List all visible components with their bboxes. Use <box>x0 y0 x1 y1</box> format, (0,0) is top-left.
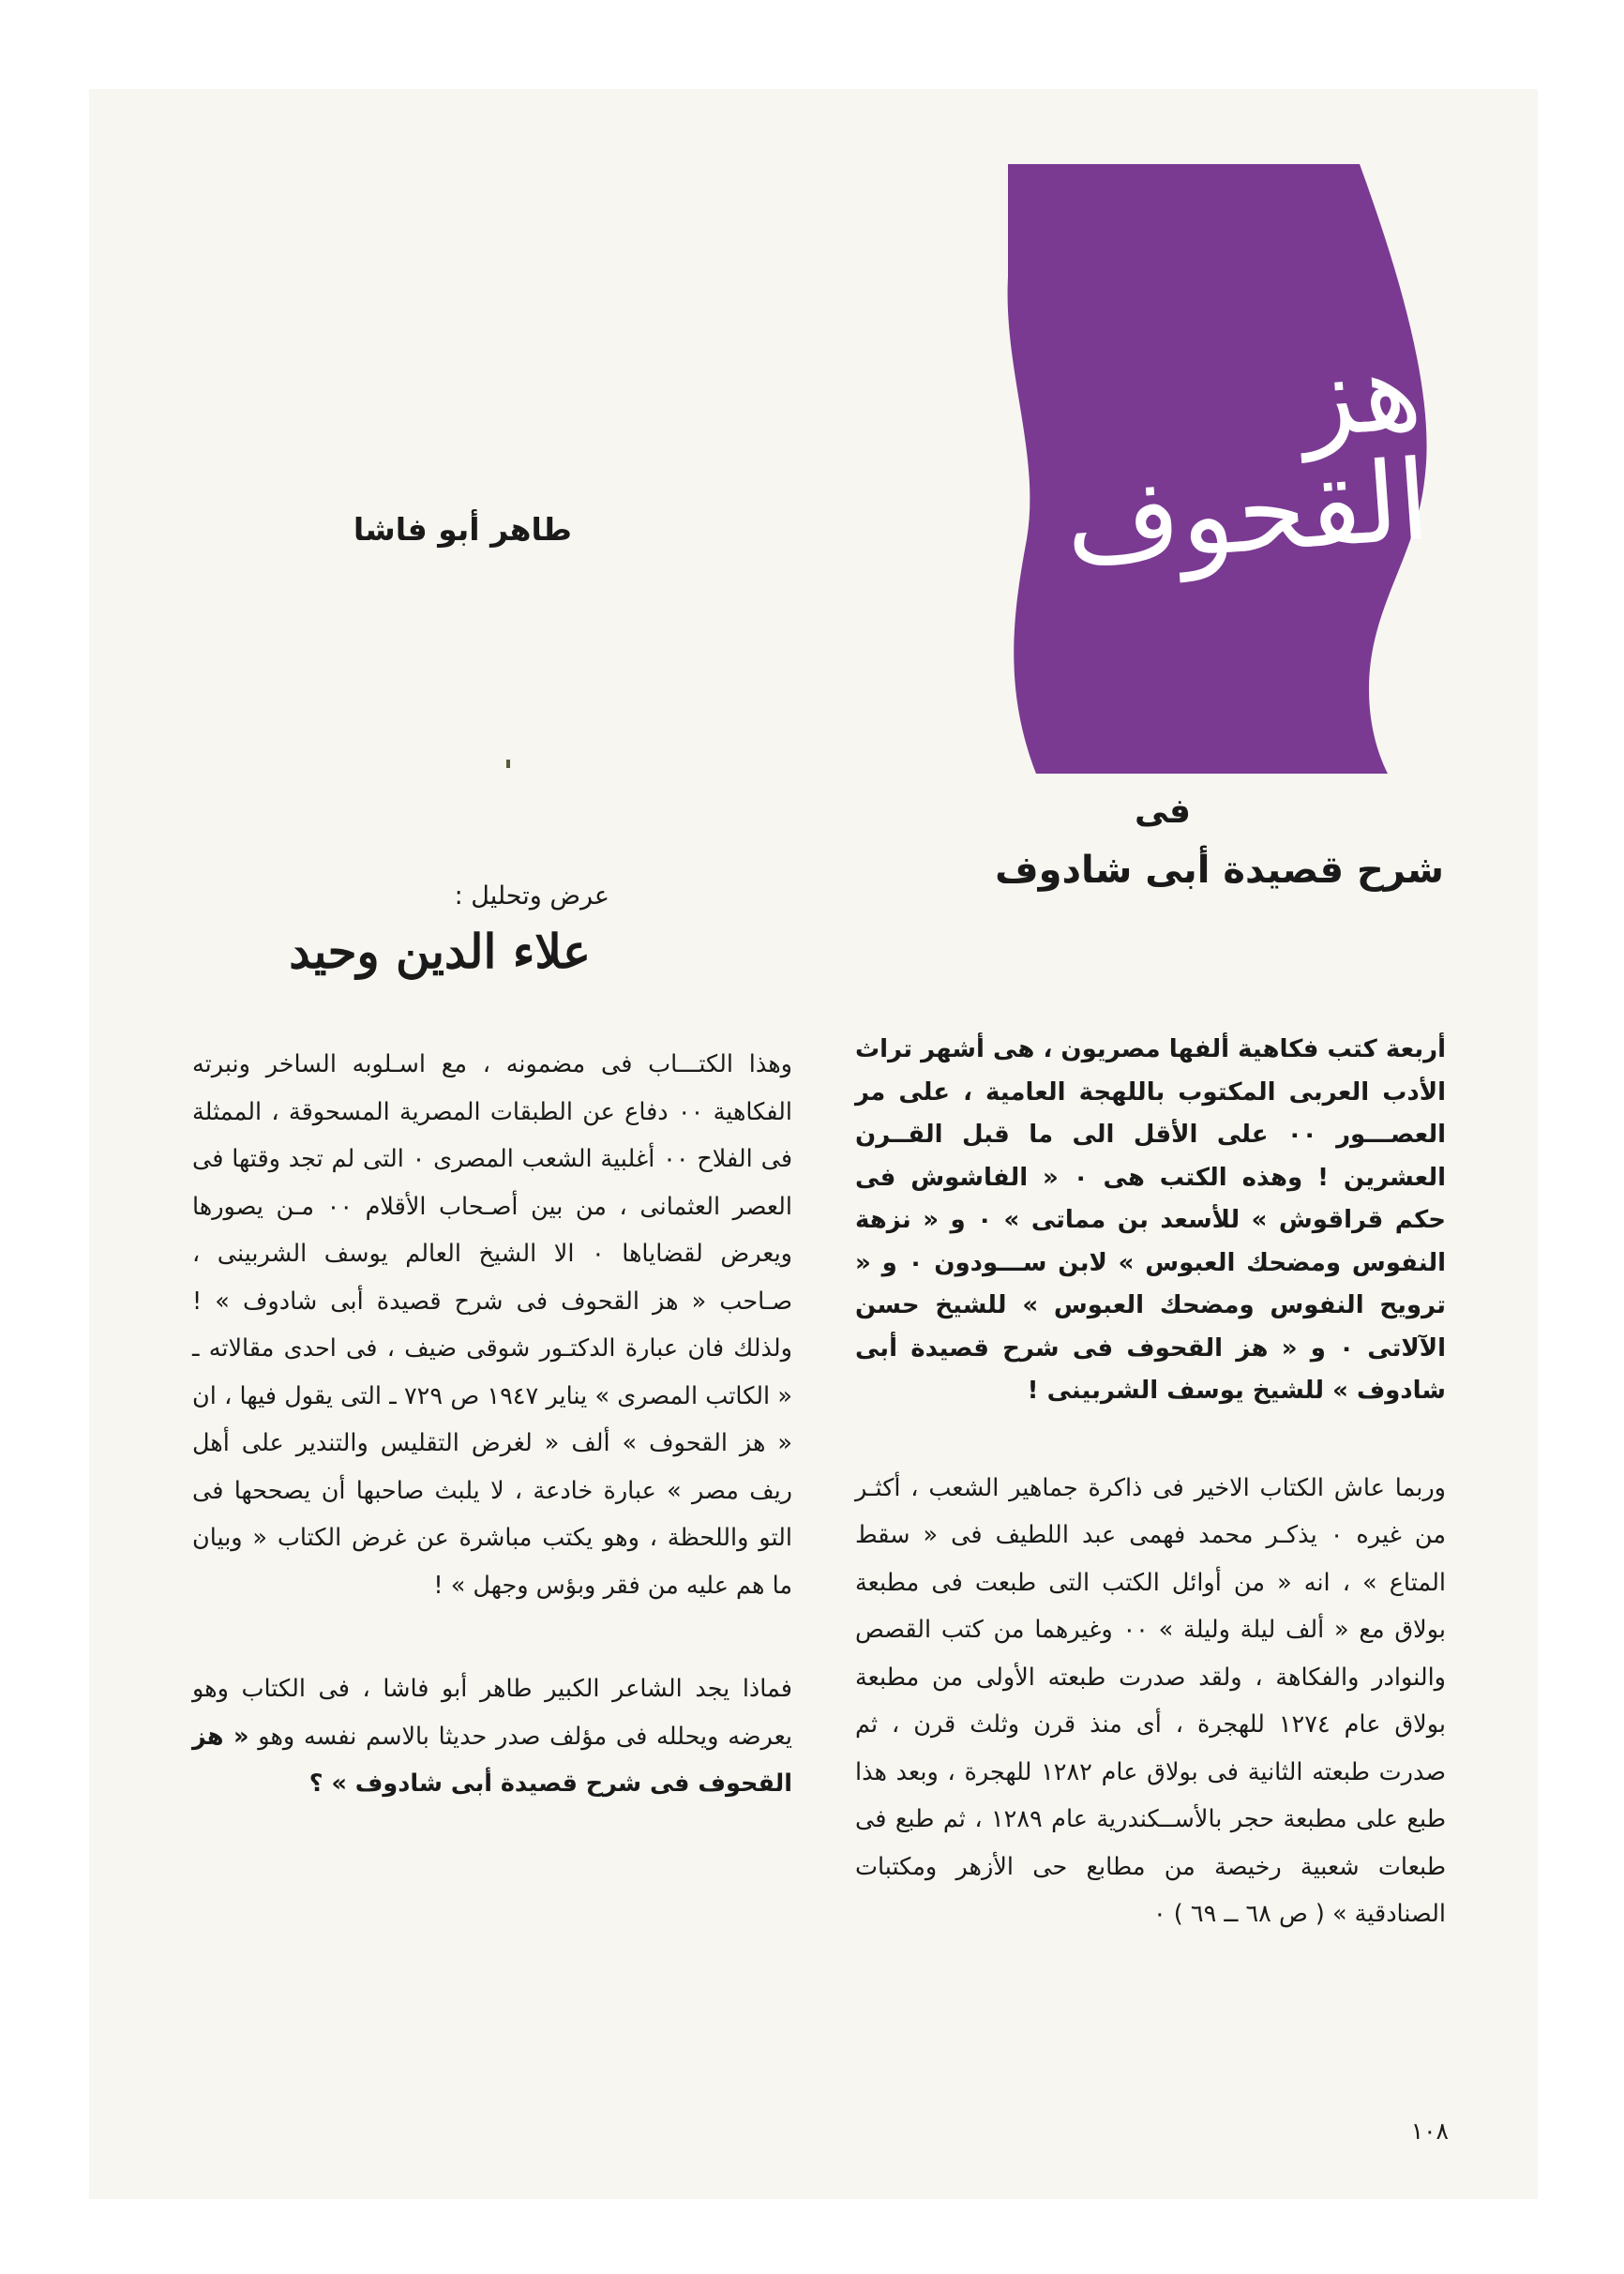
subtitle: شرح قصيدة أبى شادوف <box>995 849 1444 892</box>
banner-title: هز القحوف <box>1060 324 1434 590</box>
closing-book-title: « هز القحوف فى شرح قصيدة أبى شادوف » ؟ <box>192 1722 792 1798</box>
paragraph-gap <box>192 1609 792 1665</box>
body-paragraph: وربما عاش الكتاب الاخير فى ذاكرة جماهير الشعب ، أكثـر من غيره ٠ يذكـر محمد فهمى عبد اللطيف فى « سقط المتاع » ، انه « من أوائل الكتب التى طبعت فى مطبعة بولاق مع « ألف ليلة وليلة » ٠٠ وغيرهما من كتب القصص والنوادر والفكاهة ، ولقد صدرت طبعته الأولى من مطبعة بولاق عام ١٢٧٤ للهجرة ، أى منذ قرن وثلث قرن ، ثم صدرت طبعته الثانية فى بولاق عام ١٢٨٢ للهجرة ، وبعد هذا طبع على مطبعة حجر بالأســكندرية عام ١٢٨٩ ، ثم طبع فى طبعات شعبية رخيصة من مطابع حى الأزهر ومكتبات الصنادقية » ( ص ٦٨ ــ ٦٩ ) ٠ <box>855 1473 1446 1928</box>
reviewer-name: علاء الدين وحيد <box>289 924 591 979</box>
poet-author-name: طاهر أبو فاشا <box>353 511 572 548</box>
page-number: ١٠٨ <box>1410 2117 1449 2145</box>
stray-mark <box>506 760 510 768</box>
review-label: عرض وتحليل : <box>454 881 609 911</box>
right-column <box>855 1029 1446 1938</box>
lead-paragraph: أربعة كتب فكاهية ألفها مصريون ، هى أشهر تراث الأدب العربى المكتوب باللهجة العامية ، على مر العصـــور ٠٠ على الأقل الى ما قبل القــرن العشرين ! وهذه الكتب هى ٠ « الفاشوش فى حكم قراقوش » للأسعد بن مماتى » ٠ و « نزهة النفوس ومضحك العبوس » لابن ســـودون ٠ و « ترويح النفوس ومضحك العبوس » للشيخ حسن الآلاتى ٠ و « هز القحوف فى شرح قصيدة أبى شادوف » للشيخ يوسف الشربينى ! <box>855 1035 1446 1405</box>
left-column <box>192 1041 792 1808</box>
subtitle-preposition: فى <box>1135 792 1191 831</box>
closing-paragraph <box>192 1665 792 1808</box>
paragraph-gap <box>855 1413 1446 1465</box>
closing-text: فماذا يجد الشاعر الكبير طاهر أبو فاشا ، فى الكتاب وهو يعرضه ويحلله فى مؤلف صدر حديثا بالاسم نفسه وهو <box>192 1675 792 1751</box>
body-paragraph: وهذا الكتـــاب فى مضمونه ، مع اسـلوبه الساخر ونبرته الفكاهية ٠٠ دفاع عن الطبقات المصرية المسحوقة ، الممثلة فى الفلاح ٠٠ أغلبية الشعب المصرى ٠ التى لم تجد وقتها فى العصر العثمانى ، من بين أصـحاب الأقلام ٠٠ مـن يصورها ويعرض لقضاياها ٠ الا الشيخ العالم يوسف الشربينى ، صـاحب « هز القحوف فى شرح قصيدة أبى شادوف » ! ولذلك فان عبارة الدكتـور شوقى ضيف ، فى احدى مقالاته ـ « الكاتب المصرى » يناير ١٩٤٧ ص ٧٢٩ ـ التى يقول فيها ، ان « هز القحوف » ألف « لغرض التقليس والتندير على أهل ريف مصر » عبارة خادعة ، لا يلبث صاحبها أن يصححها فى التو واللحظة ، وهو يكتب مباشرة عن غرض الكتاب « وبيان ما هم عليه من فقر وبؤس وجهل » ! <box>192 1050 793 1600</box>
